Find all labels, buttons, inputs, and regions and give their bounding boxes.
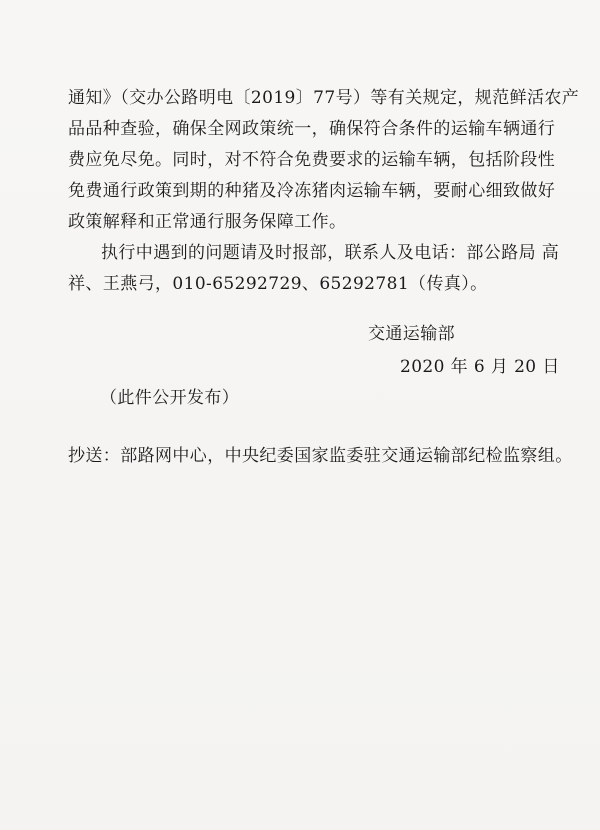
issue-date: 2020 年 6 月 20 日 bbox=[400, 357, 560, 377]
body-line-3: 费应免尽免。同时，对不符合免费要求的运输车辆，包括阶段性 bbox=[68, 150, 556, 170]
contact-line-2: 祥、王燕弓，010-65292729、65292781（传真）。 bbox=[68, 274, 488, 294]
publication-note: （此件公开发布） bbox=[100, 388, 240, 408]
body-line-2: 品品种查验，确保全网政策统一，确保符合条件的运输车辆通行 bbox=[68, 119, 556, 139]
issuer-name: 交通运输部 bbox=[368, 324, 455, 344]
body-line-1: 通知》（交办公路明电〔2019〕77号）等有关规定，规范鲜活农产 bbox=[68, 88, 580, 108]
cc-line: 抄送：部路网中心，中央纪委国家监委驻交通运输部纪检监察组。 bbox=[68, 446, 573, 466]
contact-line-1: 执行中遇到的问题请及时报部，联系人及电话：部公路局 高 bbox=[101, 243, 560, 263]
body-line-5: 政策解释和正常通行服务保障工作。 bbox=[68, 212, 347, 232]
body-line-4: 免费通行政策到期的种猪及冷冻猪肉运输车辆，要耐心细致做好 bbox=[68, 181, 556, 201]
